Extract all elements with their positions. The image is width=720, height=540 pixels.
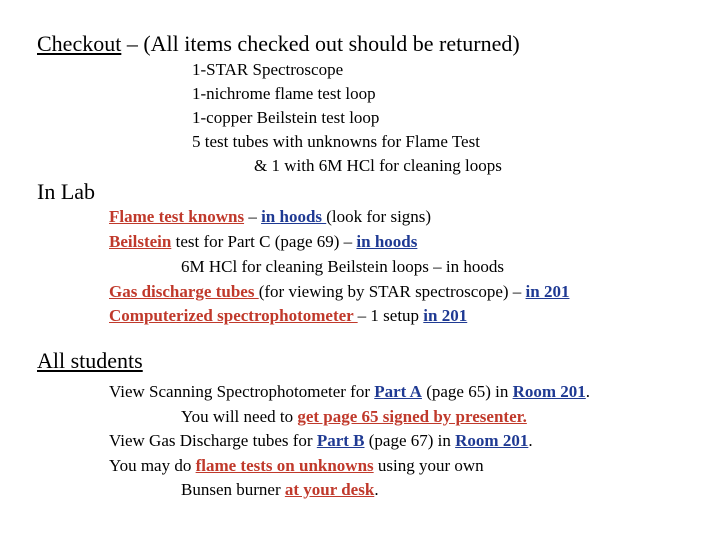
part-a: Part A: [374, 382, 422, 401]
bunsen-burner-text: Bunsen burner: [181, 480, 285, 499]
all-students-line-5: [181, 480, 379, 500]
get-page-signed: get page 65 signed by presenter.: [297, 407, 527, 426]
all-students-line-2: [181, 407, 527, 427]
checkout-item-2: 1-nichrome flame test loop: [192, 84, 376, 103]
beilstein-test-text: test for Part C (page 69) –: [171, 232, 357, 251]
checkout-heading: Checkout: [37, 31, 122, 56]
all-students-line-3: [109, 431, 533, 451]
gas-discharge-tubes: Gas discharge tubes: [109, 282, 259, 301]
setup-text: – 1 setup: [357, 306, 424, 325]
page-67-text: (page 67) in: [364, 431, 456, 450]
part-b: Part B: [316, 431, 365, 450]
checkout-title-line: [37, 31, 520, 57]
in-lab-line-3: 6M HCl for cleaning Beilstein loops – in hoods: [181, 257, 504, 276]
using-own-text: using your own: [373, 456, 484, 475]
at-your-desk: at your desk: [284, 480, 375, 499]
in-hoods-2: in hoods: [356, 232, 418, 251]
computerized-spectrophotometer: Computerized spectrophotometer: [109, 306, 358, 325]
in-lab-line-1: [109, 207, 431, 227]
checkout-item-5: & 1 with 6M HCl for cleaning loops: [254, 156, 502, 175]
all-students-line-4: [109, 456, 484, 476]
all-students-line-1: [109, 382, 590, 402]
page-65-text: (page 65) in: [421, 382, 513, 401]
need-to-text: You will need to: [181, 407, 298, 426]
beilstein: Beilstein: [109, 232, 172, 251]
period-2: .: [528, 431, 533, 450]
in-201-2: in 201: [423, 306, 468, 325]
in-lab-heading: In Lab: [37, 179, 96, 204]
period-1: .: [585, 382, 591, 401]
in-lab-line-5: [109, 306, 467, 326]
checkout-subtitle: – (All items checked out should be returned): [121, 31, 520, 56]
in-lab-line-2: [109, 232, 417, 252]
in-lab-line-4: [109, 282, 569, 302]
checkout-item-1: 1-STAR Spectroscope: [192, 60, 344, 79]
checkout-item-4: 5 test tubes with unknowns for Flame Test: [192, 132, 480, 151]
all-students-heading: All students: [37, 348, 143, 373]
period-3: .: [374, 480, 379, 499]
flame-tests-unknowns: flame tests on unknowns: [195, 456, 374, 475]
dash: –: [244, 207, 262, 226]
in-201-1: in 201: [525, 282, 570, 301]
flame-test-knowns: Flame test knowns: [109, 207, 245, 226]
view-gas-text: View Gas Discharge tubes for: [109, 431, 317, 450]
viewing-text: (for viewing by STAR spectroscope) –: [258, 282, 526, 301]
in-hoods-1: in hoods: [261, 207, 327, 226]
view-scanning-text: View Scanning Spectrophotometer for: [109, 382, 375, 401]
look-for-signs: (look for signs): [326, 207, 432, 226]
checkout-item-3: 1-copper Beilstein test loop: [192, 108, 380, 127]
room-201-1: Room 201: [512, 382, 586, 401]
room-201-2: Room 201: [455, 431, 529, 450]
you-may-do-text: You may do: [109, 456, 196, 475]
